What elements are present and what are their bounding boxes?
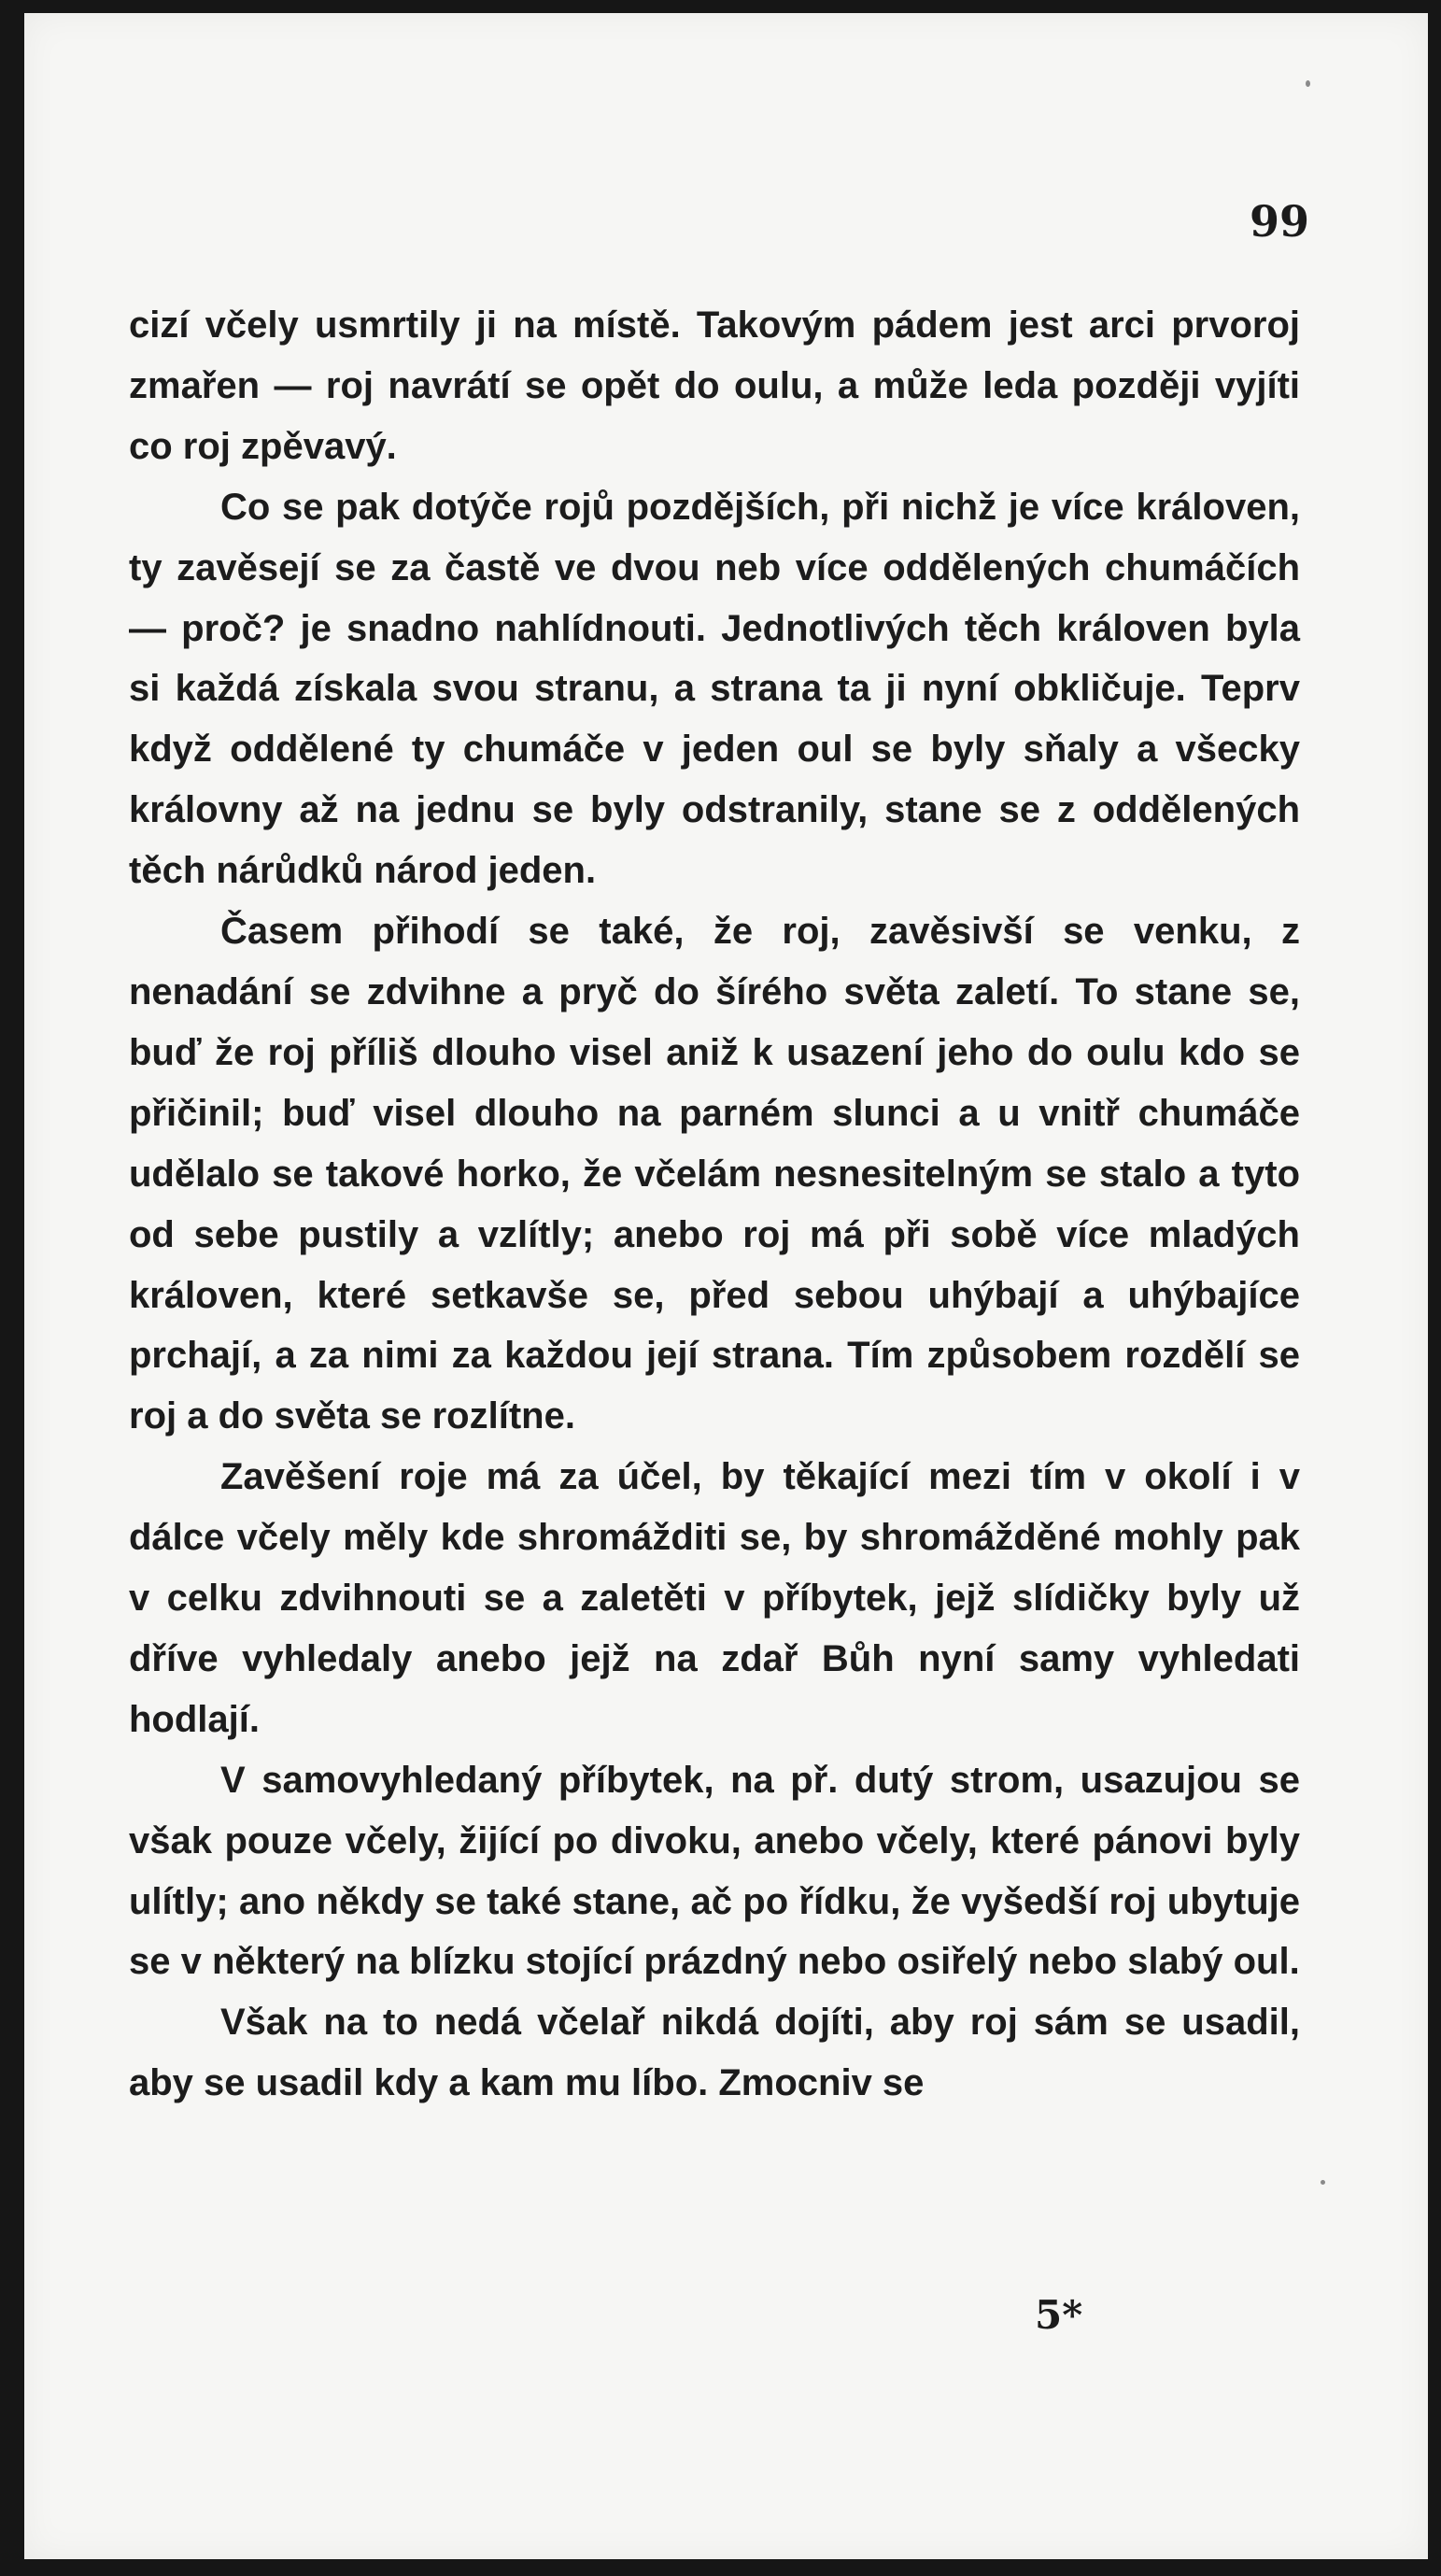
- paragraph: Co se pak dotýče rojů pozdějších, při nichž je více královen, ty zavěsejí se za častě ve dvou neb více oddělených chumáčích — proč? je snadno nahlídnouti. Jednotlivých těch královen byla si každá získala svou stranu, a strana ta ji nyní obkličuje. Teprv když oddělené ty chumáče v jeden oul se byly sňaly a všecky královny až na jednu se byly odstranily, stane se z oddělených těch nárůdků národ jeden.: [129, 486, 1300, 892]
- paper-speck: [1306, 80, 1310, 87]
- paragraph: cizí včely usmrtily ji na místě. Takovým pádem jest arci prvoroj zmařen — roj navrátí se opět do oulu, a může leda později vyjíti co roj zpěvavý.: [129, 304, 1300, 467]
- paper-speck: [1321, 2180, 1325, 2185]
- paragraph: Zavěšení roje má za účel, by těkající mezi tím v okolí i v dálce včely měly kde shromážditi se, by shromážděné mohly pak v celku zdvihnouti se a zaletěti v příbytek, jejž slídičky byly už dříve vyhledaly anebo jejž na zdař Bůh nyní samy vyhledati hodlají.: [129, 1456, 1300, 1740]
- page-number: 99: [1250, 196, 1310, 247]
- paragraph: V samovyhledaný příbytek, na př. dutý strom, usazujou se však pouze včely, žijící po divoku, anebo včely, které pánovi byly ulítly; ano někdy se také stane, ač po řídku, že vyšedší roj ubytuje se v některý na blízku stojící prázdný nebo osiřelý nebo slabý oul.: [129, 1759, 1300, 1983]
- body-text: [129, 295, 1300, 2114]
- paragraph: Časem přihodí se také, že roj, zavěsivší se venku, z nenadání se zdvihne a pryč do šírého světa zaletí. To stane se, buď že roj příliš dlouho visel aniž k usazení jeho do oulu kdo se přičinil; buď visel dlouho na parném slunci a u vnitř chumáče udělalo se takové horko, že včelám nesnesitelným se stalo a tyto od sebe pustily a vzlítly; anebo roj má při sobě více mladých královen, které setkavše se, před sebou uhýbají a uhýbajíce prchají, a za nimi za každou její strana. Tím způsobem rozdělí se roj a do světa se rozlítne.: [129, 911, 1300, 1437]
- paragraph: Však na to nedá včelař nikdá dojíti, aby roj sám se usadil, aby se usadil kdy a kam mu líbo. Zmocniv se: [129, 2002, 1300, 2104]
- printer-signature-mark: 5*: [1035, 2292, 1083, 2338]
- book-page: [24, 13, 1428, 2559]
